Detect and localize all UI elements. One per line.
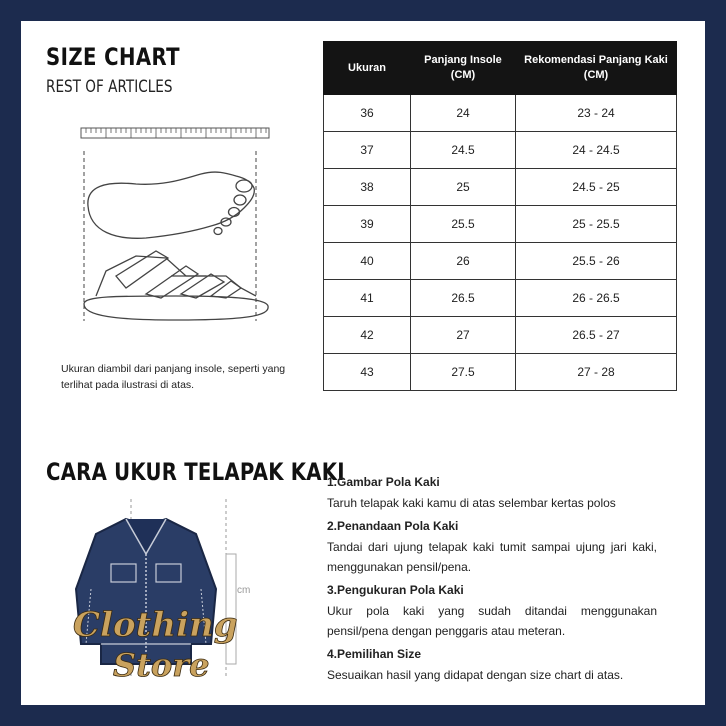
table-row: [324, 243, 677, 280]
measurement-note: Ukuran diambil dari panjang insole, seperti yang terlihat pada ilustrasi di atas.: [61, 363, 286, 391]
cell-insole: 24: [411, 95, 516, 132]
cell-foot: 26 - 26.5: [516, 280, 677, 317]
measure-steps: [327, 471, 657, 687]
cell-size: 43: [324, 354, 411, 391]
cell-insole: 27.5: [411, 354, 516, 391]
cell-size: 36: [324, 95, 411, 132]
cell-size: 42: [324, 317, 411, 354]
cell-insole: 26.5: [411, 280, 516, 317]
foot-sole-icon: [88, 172, 254, 238]
cell-insole: 27: [411, 317, 516, 354]
table-row: [324, 354, 677, 391]
table-row: [324, 169, 677, 206]
logo-text-store: Store: [113, 646, 210, 684]
step-desc: Sesuaikan hasil yang didapat dengan size chart di atas.: [327, 668, 624, 682]
step-title: 3.Pengukuran Pola Kaki: [327, 583, 464, 597]
step-desc: Tandai dari ujung telapak kaki tumit sampai ujung jari kaki, menggunakan pensil/pena.: [327, 540, 657, 574]
watermark: [711, 161, 712, 162]
cell-foot: 26.5 - 27: [516, 317, 677, 354]
size-chart-card: [21, 21, 705, 705]
cell-insole: 24.5: [411, 132, 516, 169]
cell-foot: 23 - 24: [516, 95, 677, 132]
table-row: [324, 280, 677, 317]
cell-insole: 26: [411, 243, 516, 280]
col-panjang-insole: Panjang Insole (CM): [411, 42, 516, 95]
cm-label: cm: [237, 585, 251, 596]
table-row: [324, 132, 677, 169]
cell-foot: 25.5 - 26: [516, 243, 677, 280]
table-header-row: [324, 42, 677, 95]
step-title: 4.Pemilihan Size: [327, 647, 422, 661]
col-ukuran: Ukuran: [324, 42, 411, 95]
cell-size: 38: [324, 169, 411, 206]
cell-foot: 27 - 28: [516, 354, 677, 391]
cell-size: 37: [324, 132, 411, 169]
cell-foot: 24 - 24.5: [516, 132, 677, 169]
logo-text-clothing: Clothing: [73, 605, 238, 645]
cell-foot: 24.5 - 25: [516, 169, 677, 206]
step-title: 2.Penandaan Pola Kaki: [327, 519, 459, 533]
step-title: 1.Gambar Pola Kaki: [327, 475, 440, 489]
table-row: [324, 95, 677, 132]
table-row: [324, 317, 677, 354]
ruler-icon: [81, 128, 269, 138]
cell-size: 40: [324, 243, 411, 280]
cell-insole: 25: [411, 169, 516, 206]
cell-size: 39: [324, 206, 411, 243]
step-desc: Ukur pola kaki yang sudah ditandai menggunakan pensil/pena dengan penggaris atau meteran.: [327, 604, 657, 638]
cell-foot: 25 - 25.5: [516, 206, 677, 243]
cell-size: 41: [324, 280, 411, 317]
col-rekomendasi: Rekomendasi Panjang Kaki (CM): [516, 42, 677, 95]
page-title: SIZE CHART: [46, 43, 181, 71]
section-title-measure: CARA UKUR TELAPAK KAKI: [46, 458, 345, 486]
clothing-store-logo: [51, 494, 251, 684]
foot-sandal-illustration: [76, 126, 276, 331]
size-table: [323, 41, 677, 391]
sandal-icon: [84, 251, 268, 320]
cell-insole: 25.5: [411, 206, 516, 243]
page-subtitle: REST OF ARTICLES: [46, 77, 173, 97]
step-desc: Taruh telapak kaki kamu di atas selembar kertas polos: [327, 496, 616, 510]
table-row: [324, 206, 677, 243]
